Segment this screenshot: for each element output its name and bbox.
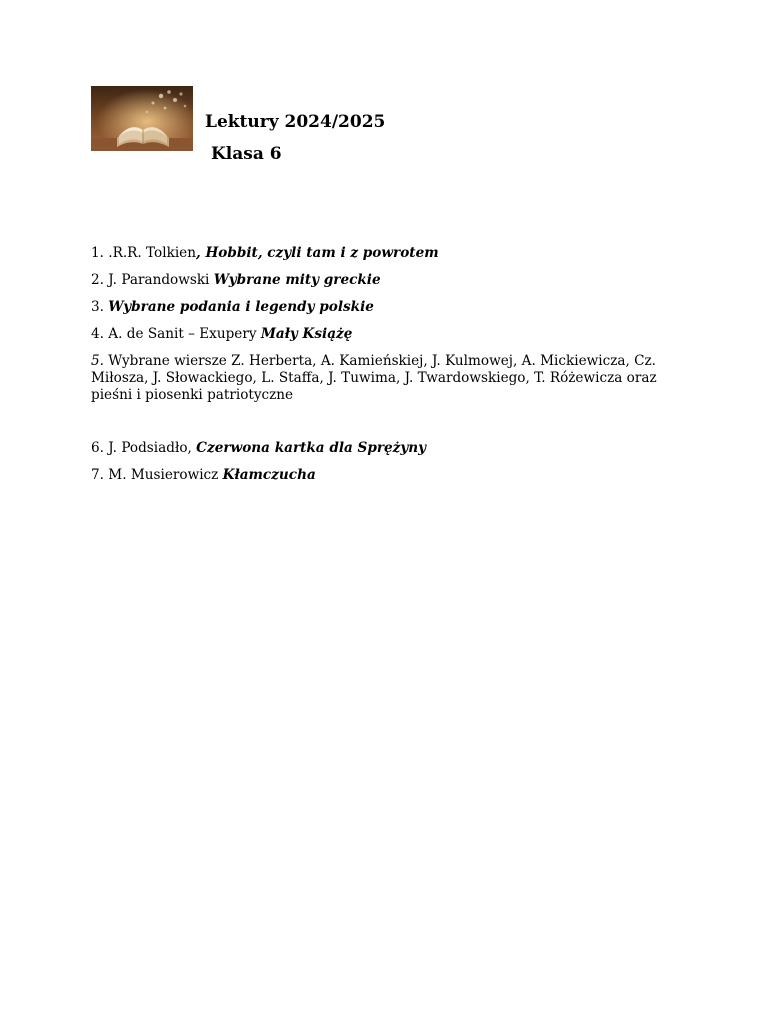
list-item-text: Wybrane wiersze Z. Herberta, A. Kamieńskiej, J. Kulmowej, A. Mickiewicza, Cz. Miłosza, J. Słowackiego, L. Staffa, J. Tuwima, J. Twardowskiego, T. Różewicza oraz pieśni i piosenki patriotyczne xyxy=(91,353,657,403)
list-item-title: Wybrane podania i legendy polskie xyxy=(108,299,374,315)
list-item xyxy=(91,245,681,262)
list-item xyxy=(91,299,681,316)
list-item xyxy=(91,326,681,343)
list-item-title: Wybrane mity greckie xyxy=(213,272,381,288)
class-subtitle: Klasa 6 xyxy=(211,144,282,164)
list-item xyxy=(91,272,681,289)
list-item xyxy=(91,467,681,484)
list-item-author: 3. xyxy=(91,299,109,315)
list-item-author: 7. M. Musierowicz xyxy=(91,467,223,483)
list-item-title: Kłamczucha xyxy=(222,467,316,483)
list-item-author: 4. A. de Sanit – Exupery xyxy=(91,326,261,342)
page-title: Lektury 2024/2025 xyxy=(205,112,386,132)
list-item-title: , Hobbit, czyli tam i z powrotem xyxy=(195,245,439,261)
list-item-author: 1. .R.R. Tolkien xyxy=(91,245,196,261)
list-item-author: 6. J. Podsiadło, xyxy=(91,440,197,456)
list-item-title: Czerwona kartka dla Sprężyny xyxy=(196,440,427,456)
list-item xyxy=(91,353,681,404)
open-book-icon xyxy=(91,86,193,151)
list-item xyxy=(91,440,681,457)
list-item-author: 2. J. Parandowski xyxy=(91,272,214,288)
list-item-number: 5. xyxy=(91,353,104,369)
list-item-title: Mały Książę xyxy=(260,326,353,342)
reading-list xyxy=(91,245,681,494)
